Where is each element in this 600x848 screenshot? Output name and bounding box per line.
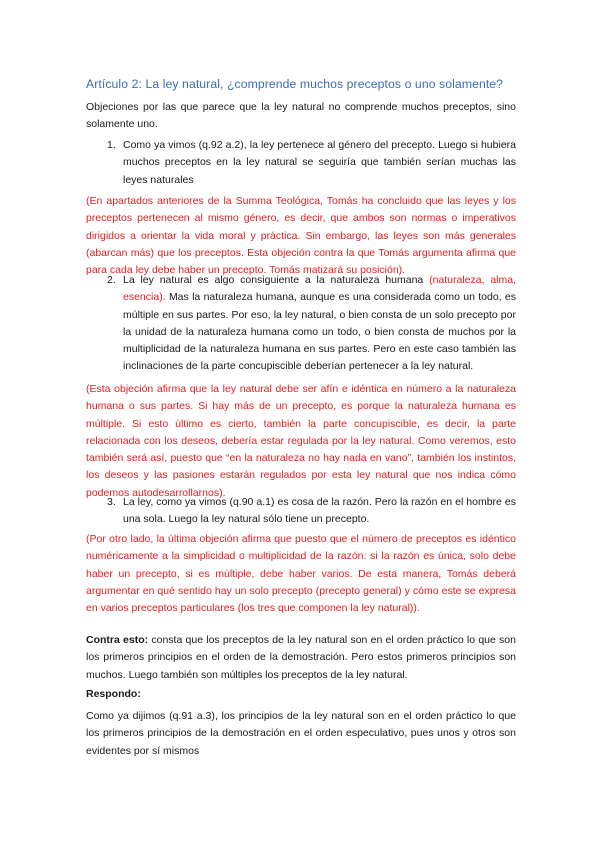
respondo-label: Respondo:: [86, 688, 141, 700]
contra-label: Contra esto:: [86, 634, 149, 646]
item-number: 3.: [107, 496, 116, 508]
item-text: [123, 272, 516, 376]
note-2: (Esta objeción afirma que la ley natural debe ser afín e idéntica en número a la naturaleza humana o sus partes. Si hay más de un precepto, es porque la naturaleza humana es múltiple. Si esto último es cierto, también la parte concupiscible, es decir, la parte relacionada con los deseos, debería estar regulada por la ley natural. Como veremos, esto también será así, puesto que “en la naturaleza no hay nada en vano”, también los instintos, los deseos y las pasiones estarán regulados por esta ley natural que nos indica cómo podemos autodesarrollarnos).: [86, 383, 516, 499]
item-number: 1.: [107, 139, 116, 151]
note-3: (Por otro lado, la última objeción afirma que puesto que el número de preceptos es idéntico numéricamente a la simplicidad o multiplicidad de la razón: si la razón es única, solo debe haber un precepto, si es múltiple, debe haber varios. De esta manera, Tomás deberá argumentar en qué sentido hay un solo precepto (precepto general) y cómo este se expresa en varios preceptos particulares (los tres que componen la ley natural)).: [86, 533, 516, 615]
item-text: Como ya vimos (q.92 a.2), la ley pertenece al género del precepto. Luego si hubiera muchos preceptos en la ley natural se seguiría que también serían muchas las leyes naturales: [123, 139, 516, 186]
item-text: La ley, como ya vimos (q.90 a.1) es cosa de la razón. Pero la razón en el hombre es una sola. Luego la ley natural sólo tiene un precepto.: [123, 496, 516, 526]
item-text-red: (naturaleza, alma, esencia).: [123, 274, 516, 304]
respondo-text: Como ya dijimos (q.91 a.3), los principios de la ley natural son en el orden práctico lo que los primeros principios de la demostración en el orden especulativo, pues unos y otros son evidentes por sí mismos: [86, 710, 516, 757]
item-text-a: La ley natural es algo consiguiente a la naturaleza humana: [123, 274, 424, 286]
note-1: (En apartados anteriores de la Summa Teológica, Tomás ha concluido que las leyes y los preceptos pertenecen al mismo género, es decir, que ambos son normas o imperativos dirigidos a orientar la vida moral y práctica. Sin embargo, las leyes son más generales (abarcan más) que los preceptos. Esta objeción contra la que Tomás argumenta afirma que para cada ley debe haber un precepto. Tomás matizará su posición).: [86, 195, 516, 277]
item-text-b: Mas la naturaleza humana, aunque es una considerada como un todo, es múltiple en sus partes. Por eso, la ley natural, o bien consta de un solo precepto por la unidad de la naturaleza humana como un todo, o bien consta de muchos por la multiplicidad de la naturaleza humana en sus partes. Pero en este caso también las inclinaciones de la parte concupiscible deberían pertenecer a la ley natural.: [123, 291, 516, 373]
objections-intro: Objeciones por las que parece que la ley natural no comprende muchos preceptos, sino solamente uno.: [86, 101, 516, 131]
article-heading: Artículo 2: La ley natural, ¿comprende muchos preceptos o uno solamente?: [86, 77, 504, 91]
contra-text: consta que los preceptos de la ley natural son en el orden práctico lo que son los primeros principios en el orden de la demostración. Pero estos primeros principios son muchos. Luego también son múltiples los preceptos de la ley natural.: [86, 634, 516, 681]
contra-paragraph: [86, 632, 516, 684]
item-number: 2.: [107, 274, 116, 286]
